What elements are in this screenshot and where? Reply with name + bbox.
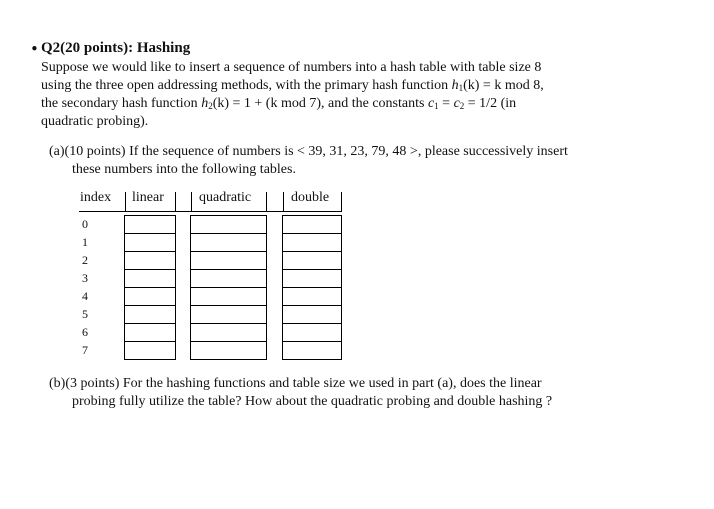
linear-cell-2[interactable]: [124, 251, 176, 270]
intro-line-1: Suppose we would like to insert a sequence of numbers into a hash table with table size 8: [41, 60, 542, 75]
header-linear: linear: [132, 190, 164, 205]
double-cell-5[interactable]: [282, 305, 342, 324]
equals-sign: =: [438, 96, 454, 111]
part-a-line-2: these numbers into the following tables.: [72, 162, 296, 177]
index-cell: 0: [82, 217, 88, 231]
double-cell-4[interactable]: [282, 287, 342, 306]
c2-symbol: c: [453, 96, 460, 111]
double-cell-0[interactable]: [282, 215, 342, 234]
intro-line-2: [41, 78, 544, 94]
index-cell: 1: [82, 235, 88, 249]
linear-cell-7[interactable]: [124, 341, 176, 360]
h1-symbol: h: [451, 78, 459, 93]
header-separator: [341, 192, 342, 212]
index-cell: 6: [82, 325, 88, 339]
double-cell-7[interactable]: [282, 341, 342, 360]
index-cell: 3: [82, 271, 88, 285]
index-cell: 5: [82, 307, 88, 321]
part-b-line-1: (b)(3 points) For the hashing functions and table size we used in part (a), does the linear: [49, 376, 542, 391]
linear-cell-6[interactable]: [124, 323, 176, 342]
question-title: Q2(20 points): Hashing: [41, 40, 191, 56]
header-separator: [125, 192, 126, 212]
header-separator: [266, 192, 267, 212]
linear-cell-4[interactable]: [124, 287, 176, 306]
double-cell-1[interactable]: [282, 233, 342, 252]
h2-symbol: h: [201, 96, 209, 111]
bullet: •: [30, 40, 39, 58]
header-double: double: [291, 190, 330, 205]
quadratic-cell-5[interactable]: [190, 305, 267, 324]
intro-line-3: [41, 96, 516, 112]
quadratic-cell-3[interactable]: [190, 269, 267, 288]
index-cell: 7: [82, 343, 88, 357]
quadratic-cell-0[interactable]: [190, 215, 267, 234]
intro-line-3-text: the secondary hash function: [41, 96, 202, 111]
header-separator: [175, 192, 176, 212]
linear-cell-1[interactable]: [124, 233, 176, 252]
header-separator: [191, 192, 192, 212]
constants-value: = 1/2 (in: [464, 96, 517, 111]
linear-cell-3[interactable]: [124, 269, 176, 288]
intro-line-2-text: using the three open addressing methods, with the primary hash function: [41, 78, 452, 93]
index-cell: 2: [82, 253, 88, 267]
quadratic-cell-1[interactable]: [190, 233, 267, 252]
quadratic-cell-7[interactable]: [190, 341, 267, 360]
index-cell: 4: [82, 289, 88, 303]
h1-definition: (k) = k mod 8,: [463, 78, 544, 93]
double-cell-3[interactable]: [282, 269, 342, 288]
header-index: index: [80, 190, 112, 205]
double-cell-6[interactable]: [282, 323, 342, 342]
header-separator: [283, 192, 284, 212]
c1-symbol: c: [427, 96, 435, 111]
quadratic-cell-4[interactable]: [190, 287, 267, 306]
header-rule: [79, 211, 342, 212]
quadratic-cell-6[interactable]: [190, 323, 267, 342]
intro-line-4: quadratic probing).: [41, 114, 149, 129]
header-quadratic: quadratic: [199, 190, 252, 205]
linear-cell-0[interactable]: [124, 215, 176, 234]
quadratic-cell-2[interactable]: [190, 251, 267, 270]
double-cell-2[interactable]: [282, 251, 342, 270]
h1-subscript: 1: [458, 83, 464, 93]
h2-definition: (k) = 1 + (k mod 7), and the constants: [212, 96, 428, 111]
part-b-line-2: probing fully utilize the table? How about the quadratic probing and double hashing ?: [72, 394, 553, 409]
linear-cell-5[interactable]: [124, 305, 176, 324]
h2-subscript: 2: [208, 101, 213, 111]
part-a-line-1: (a)(10 points) If the sequence of numbers is < 39, 31, 23, 79, 48 >, please successively insert: [49, 144, 568, 159]
c1-subscript: 1: [434, 101, 439, 111]
c2-subscript: 2: [459, 101, 465, 111]
